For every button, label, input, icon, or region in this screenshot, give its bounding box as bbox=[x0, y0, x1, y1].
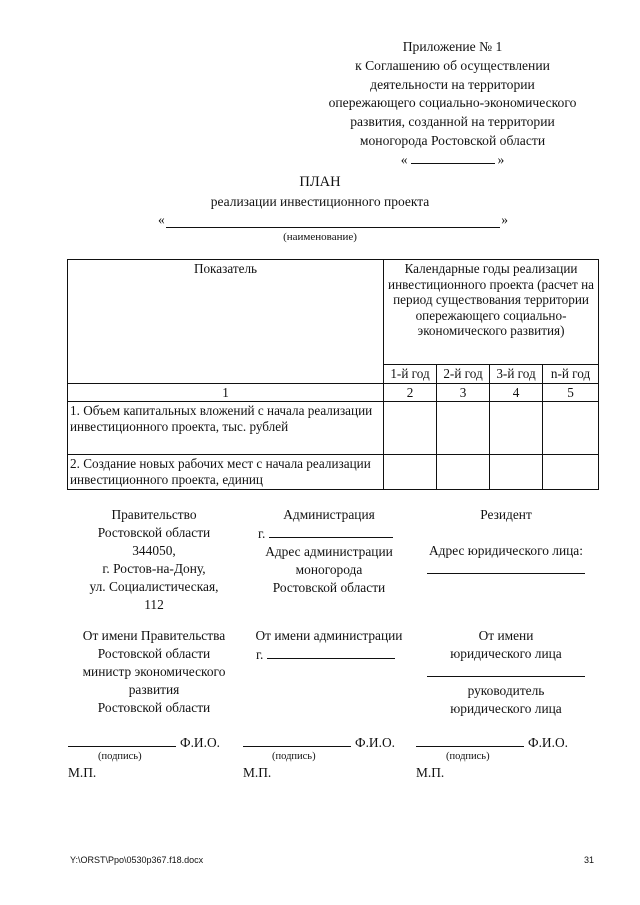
party-line: Ростовской области bbox=[97, 525, 211, 540]
appendix-line: моногорода Ростовской области bbox=[359, 132, 546, 148]
appendix-line: развития, созданной на территории bbox=[350, 114, 555, 130]
address-line bbox=[416, 560, 596, 579]
administration-party bbox=[244, 506, 414, 597]
behalf-blank bbox=[416, 663, 596, 682]
party-line: Адрес администрации bbox=[265, 544, 393, 559]
signature-blank bbox=[243, 733, 351, 747]
quote-close: » bbox=[501, 212, 508, 227]
footer-file-path: Y:\ORST\Ppo\0530p367.f18.docx bbox=[70, 855, 204, 865]
behalf-line: руководитель bbox=[467, 683, 545, 698]
party-line: моногорода bbox=[295, 562, 363, 577]
appendix-header bbox=[300, 38, 605, 170]
behalf-line: От имени bbox=[478, 628, 534, 643]
quote-open: « bbox=[158, 212, 165, 227]
party-city-line bbox=[244, 524, 414, 543]
signature-line-government bbox=[68, 733, 220, 751]
stamp-label: М.П. bbox=[68, 765, 97, 780]
resident-behalf bbox=[416, 627, 596, 718]
blank-underline bbox=[427, 663, 585, 677]
party-line: г. Ростов-на-Дону, bbox=[102, 561, 206, 576]
stamp-label: М.П. bbox=[243, 765, 272, 780]
signature-blank bbox=[416, 733, 524, 747]
podpis-caption: (подпись) bbox=[446, 751, 490, 762]
behalf-line: юридического лица bbox=[450, 646, 562, 661]
behalf-city-line bbox=[244, 645, 414, 664]
appendix-line: к Соглашению об осуществлении bbox=[355, 57, 550, 73]
party-line: Ростовской области bbox=[272, 580, 386, 595]
government-behalf bbox=[66, 627, 242, 717]
header-years: Календарные годы реализации инвестиционного проекта (расчет на период существования территории опережающего социально-экономического развития) bbox=[384, 260, 599, 365]
podpis-caption: (подпись) bbox=[98, 751, 142, 762]
plan-table bbox=[67, 259, 599, 490]
appendix-line: опережающего социально-экономического bbox=[328, 95, 577, 111]
column-number: 3 bbox=[437, 383, 490, 402]
party-line: ул. Социалистическая, bbox=[89, 579, 219, 594]
year-cell: 1-й год bbox=[384, 365, 437, 384]
party-title: Правительство bbox=[111, 507, 197, 522]
table-number-row bbox=[68, 383, 599, 402]
value-cell[interactable] bbox=[490, 455, 543, 490]
column-number: 4 bbox=[490, 383, 543, 402]
year-cell: n-й год bbox=[543, 365, 599, 384]
quote-close: » bbox=[497, 151, 505, 167]
value-cell[interactable] bbox=[384, 402, 437, 455]
value-cell[interactable] bbox=[437, 402, 490, 455]
government-party bbox=[66, 506, 242, 614]
header-indicator: Показатель bbox=[68, 260, 384, 384]
value-cell[interactable] bbox=[384, 455, 437, 490]
year-cell: 3-й год bbox=[490, 365, 543, 384]
behalf-line: министр экономического bbox=[82, 664, 226, 679]
page-number: 31 bbox=[583, 855, 594, 865]
plan-title: ПЛАН bbox=[299, 174, 341, 190]
fio-label: Ф.И.О. bbox=[355, 735, 395, 750]
table-row bbox=[68, 402, 599, 455]
value-cell[interactable] bbox=[490, 402, 543, 455]
column-number: 1 bbox=[68, 383, 384, 402]
behalf-line: развития bbox=[128, 682, 180, 697]
behalf-line: Ростовской области bbox=[97, 700, 211, 715]
administration-behalf bbox=[244, 627, 414, 664]
party-line: Адрес юридического лица: bbox=[429, 543, 583, 558]
column-number: 2 bbox=[384, 383, 437, 402]
podpis-caption: (подпись) bbox=[272, 751, 316, 762]
signature-line-resident bbox=[416, 733, 568, 751]
city-prefix: г. bbox=[256, 647, 264, 662]
blank-underline bbox=[267, 645, 395, 659]
value-cell[interactable] bbox=[543, 455, 599, 490]
blank-underline bbox=[411, 151, 495, 164]
value-cell[interactable] bbox=[543, 402, 599, 455]
behalf-line: От имени Правительства bbox=[82, 628, 226, 643]
party-title: Резидент bbox=[480, 507, 532, 522]
row-label: 2. Создание новых рабочих мест с начала реализации инвестиционного проекта, единиц bbox=[68, 455, 384, 490]
appendix-date-line bbox=[300, 151, 605, 170]
name-caption: (наименование) bbox=[283, 231, 357, 243]
row-label: 1. Объем капитальных вложений с начала реализации инвестиционного проекта, тыс. рублей bbox=[68, 402, 384, 455]
fio-label: Ф.И.О. bbox=[528, 735, 568, 750]
signature-blank bbox=[68, 733, 176, 747]
behalf-line: От имени администрации bbox=[255, 628, 403, 643]
signature-line-administration bbox=[243, 733, 395, 751]
appendix-line: деятельности на территории bbox=[370, 76, 535, 92]
resident-party bbox=[416, 506, 596, 579]
city-prefix: г. bbox=[258, 526, 266, 541]
column-number: 5 bbox=[543, 383, 599, 402]
party-title: Администрация bbox=[283, 507, 375, 522]
party-line: 344050, bbox=[132, 543, 176, 558]
blank-underline bbox=[269, 524, 393, 538]
party-line: 112 bbox=[144, 597, 164, 612]
blank-underline bbox=[427, 560, 585, 574]
year-cell: 2-й год bbox=[437, 365, 490, 384]
fio-label: Ф.И.О. bbox=[180, 735, 220, 750]
appendix-line: Приложение № 1 bbox=[402, 39, 503, 54]
table-header-row bbox=[68, 260, 599, 365]
value-cell[interactable] bbox=[437, 455, 490, 490]
behalf-line: Ростовской области bbox=[97, 646, 211, 661]
stamp-label: М.П. bbox=[416, 765, 445, 780]
table-row bbox=[68, 455, 599, 490]
plan-subtitle: реализации инвестиционного проекта bbox=[210, 194, 430, 209]
behalf-line: юридического лица bbox=[450, 701, 562, 716]
blank-underline bbox=[166, 227, 500, 228]
quote-open: « bbox=[400, 151, 408, 167]
